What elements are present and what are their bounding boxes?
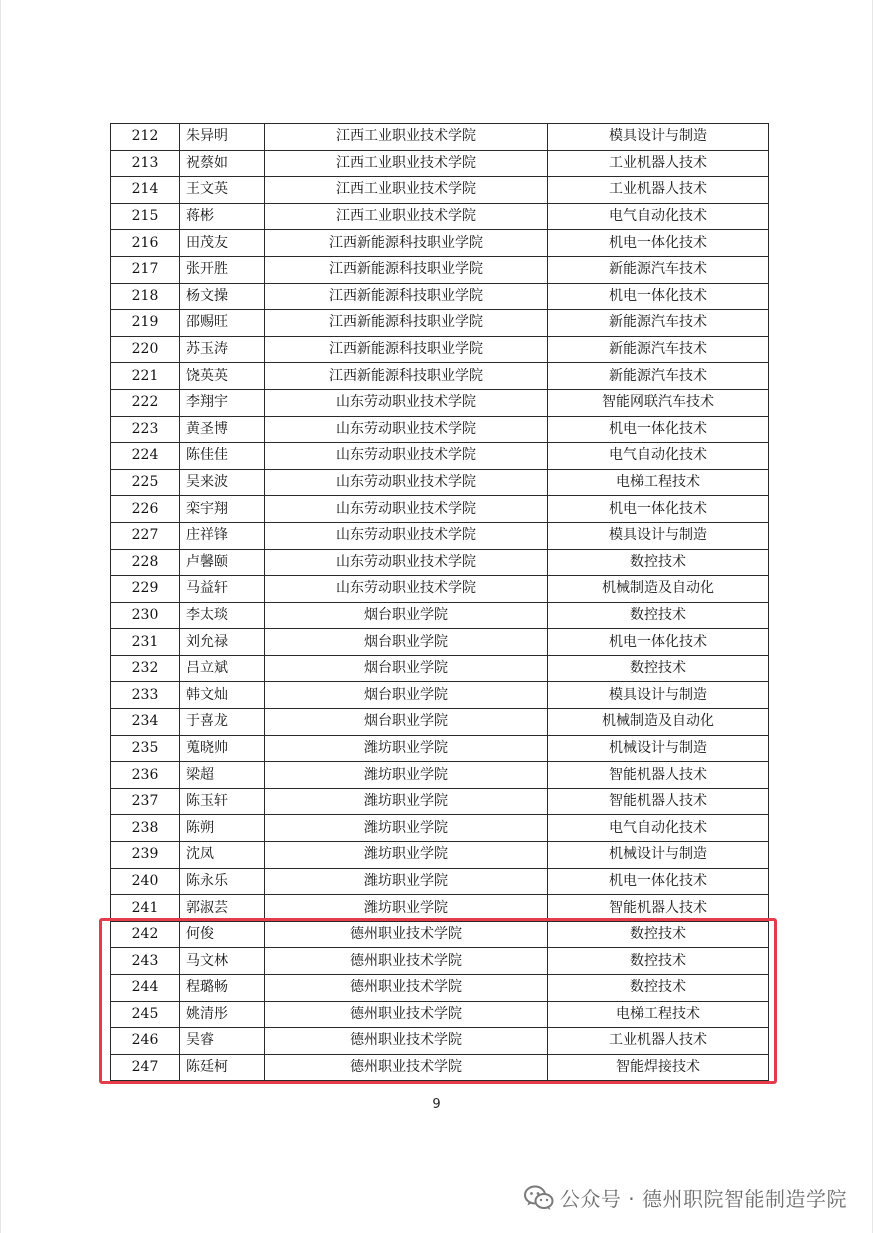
row-number: 240	[111, 868, 180, 895]
table-row	[111, 709, 769, 736]
table-row	[111, 682, 769, 709]
major-name: 工业机器人技术	[548, 177, 769, 204]
major-name: 电气自动化技术	[548, 203, 769, 230]
table-row	[111, 868, 769, 895]
major-name: 机电一体化技术	[548, 283, 769, 310]
major-name: 电梯工程技术	[548, 1001, 769, 1028]
table-row	[111, 602, 769, 629]
row-number: 219	[111, 310, 180, 337]
student-name: 韩文灿	[180, 682, 265, 709]
student-name: 梁超	[180, 762, 265, 789]
school-name: 潍坊职业学院	[265, 842, 548, 869]
major-name: 智能网联汽车技术	[548, 389, 769, 416]
table-row	[111, 1054, 769, 1081]
major-name: 机电一体化技术	[548, 496, 769, 523]
row-number: 226	[111, 496, 180, 523]
table-row	[111, 124, 769, 151]
major-name: 数控技术	[548, 975, 769, 1002]
row-number: 217	[111, 256, 180, 283]
row-number: 230	[111, 602, 180, 629]
school-name: 烟台职业学院	[265, 709, 548, 736]
school-name: 潍坊职业学院	[265, 868, 548, 895]
roster-table	[110, 123, 769, 1081]
major-name: 智能焊接技术	[548, 1054, 769, 1081]
student-name: 李太琰	[180, 602, 265, 629]
major-name: 工业机器人技术	[548, 1028, 769, 1055]
major-name: 机电一体化技术	[548, 230, 769, 257]
major-name: 数控技术	[548, 549, 769, 576]
major-name: 电气自动化技术	[548, 815, 769, 842]
student-name: 刘允禄	[180, 629, 265, 656]
row-number: 245	[111, 1001, 180, 1028]
table-row	[111, 921, 769, 948]
major-name: 模具设计与制造	[548, 682, 769, 709]
major-name: 智能机器人技术	[548, 762, 769, 789]
table-row	[111, 895, 769, 922]
row-number: 221	[111, 363, 180, 390]
table-row	[111, 230, 769, 257]
row-number: 216	[111, 230, 180, 257]
table-row	[111, 629, 769, 656]
row-number: 233	[111, 682, 180, 709]
student-name: 沈凤	[180, 842, 265, 869]
school-name: 德州职业技术学院	[265, 1028, 548, 1055]
school-name: 山东劳动职业技术学院	[265, 549, 548, 576]
school-name: 山东劳动职业技术学院	[265, 469, 548, 496]
school-name: 山东劳动职业技术学院	[265, 522, 548, 549]
row-number: 222	[111, 389, 180, 416]
major-name: 电气自动化技术	[548, 443, 769, 470]
student-name: 黄圣博	[180, 416, 265, 443]
school-name: 潍坊职业学院	[265, 895, 548, 922]
major-name: 模具设计与制造	[548, 522, 769, 549]
major-name: 机械设计与制造	[548, 842, 769, 869]
table-row	[111, 363, 769, 390]
student-name: 王文英	[180, 177, 265, 204]
major-name: 机械制造及自动化	[548, 576, 769, 603]
row-number: 227	[111, 522, 180, 549]
student-name: 邵赐旺	[180, 310, 265, 337]
table-row	[111, 815, 769, 842]
row-number: 225	[111, 469, 180, 496]
student-name: 陈廷柯	[180, 1054, 265, 1081]
school-name: 江西新能源科技职业学院	[265, 230, 548, 257]
school-name: 德州职业技术学院	[265, 1001, 548, 1028]
school-name: 潍坊职业学院	[265, 762, 548, 789]
row-number: 231	[111, 629, 180, 656]
school-name: 德州职业技术学院	[265, 975, 548, 1002]
school-name: 山东劳动职业技术学院	[265, 389, 548, 416]
table-row	[111, 150, 769, 177]
student-name: 马文林	[180, 948, 265, 975]
table-row	[111, 443, 769, 470]
row-number: 235	[111, 735, 180, 762]
row-number: 223	[111, 416, 180, 443]
row-number: 214	[111, 177, 180, 204]
watermark-text: 公众号 · 德州职院智能制造学院	[559, 1187, 847, 1211]
student-name: 郭淑芸	[180, 895, 265, 922]
major-name: 数控技术	[548, 655, 769, 682]
table-row	[111, 310, 769, 337]
row-number: 218	[111, 283, 180, 310]
table-row	[111, 549, 769, 576]
table-row	[111, 203, 769, 230]
row-number: 215	[111, 203, 180, 230]
school-name: 山东劳动职业技术学院	[265, 443, 548, 470]
major-name: 新能源汽车技术	[548, 256, 769, 283]
watermark	[524, 1183, 847, 1212]
school-name: 潍坊职业学院	[265, 735, 548, 762]
row-number: 239	[111, 842, 180, 869]
school-name: 烟台职业学院	[265, 655, 548, 682]
table-row	[111, 735, 769, 762]
table-row	[111, 975, 769, 1002]
student-name: 蒐晓帅	[180, 735, 265, 762]
table-row	[111, 788, 769, 815]
school-name: 烟台职业学院	[265, 629, 548, 656]
school-name: 潍坊职业学院	[265, 815, 548, 842]
major-name: 机械制造及自动化	[548, 709, 769, 736]
school-name: 江西新能源科技职业学院	[265, 310, 548, 337]
page-number: 9	[432, 1097, 441, 1112]
row-number: 220	[111, 336, 180, 363]
table-row	[111, 283, 769, 310]
school-name: 山东劳动职业技术学院	[265, 496, 548, 523]
major-name: 工业机器人技术	[548, 150, 769, 177]
school-name: 潍坊职业学院	[265, 788, 548, 815]
student-name: 饶英英	[180, 363, 265, 390]
wechat-icon	[524, 1185, 554, 1211]
table-row	[111, 389, 769, 416]
major-name: 智能机器人技术	[548, 788, 769, 815]
table-row	[111, 842, 769, 869]
student-name: 吴睿	[180, 1028, 265, 1055]
school-name: 烟台职业学院	[265, 682, 548, 709]
row-number: 212	[111, 124, 180, 151]
student-name: 姚清彤	[180, 1001, 265, 1028]
student-name: 庄祥锋	[180, 522, 265, 549]
table-row	[111, 1028, 769, 1055]
student-name: 栾宇翔	[180, 496, 265, 523]
roster-table-body	[111, 124, 769, 1081]
table-row	[111, 762, 769, 789]
table-row	[111, 522, 769, 549]
student-name: 李翔宇	[180, 389, 265, 416]
row-number: 228	[111, 549, 180, 576]
table-row	[111, 576, 769, 603]
row-number: 229	[111, 576, 180, 603]
student-name: 陈佳佳	[180, 443, 265, 470]
student-name: 朱异明	[180, 124, 265, 151]
student-name: 卢馨颐	[180, 549, 265, 576]
student-name: 何俊	[180, 921, 265, 948]
student-name: 吴来波	[180, 469, 265, 496]
school-name: 江西新能源科技职业学院	[265, 283, 548, 310]
student-name: 陈永乐	[180, 868, 265, 895]
major-name: 机电一体化技术	[548, 868, 769, 895]
student-name: 张开胜	[180, 256, 265, 283]
row-number: 244	[111, 975, 180, 1002]
student-name: 苏玉涛	[180, 336, 265, 363]
major-name: 数控技术	[548, 948, 769, 975]
school-name: 江西新能源科技职业学院	[265, 256, 548, 283]
school-name: 江西工业职业技术学院	[265, 124, 548, 151]
row-number: 232	[111, 655, 180, 682]
table-row	[111, 256, 769, 283]
row-number: 243	[111, 948, 180, 975]
major-name: 机电一体化技术	[548, 416, 769, 443]
row-number: 224	[111, 443, 180, 470]
row-number: 241	[111, 895, 180, 922]
school-name: 山东劳动职业技术学院	[265, 576, 548, 603]
row-number: 234	[111, 709, 180, 736]
student-name: 于喜龙	[180, 709, 265, 736]
student-name: 祝蔡如	[180, 150, 265, 177]
row-number: 213	[111, 150, 180, 177]
table-row	[111, 336, 769, 363]
school-name: 德州职业技术学院	[265, 1054, 548, 1081]
student-name: 陈玉轩	[180, 788, 265, 815]
table-row	[111, 416, 769, 443]
table-row	[111, 1001, 769, 1028]
school-name: 江西新能源科技职业学院	[265, 336, 548, 363]
school-name: 烟台职业学院	[265, 602, 548, 629]
student-name: 程璐畅	[180, 975, 265, 1002]
row-number: 242	[111, 921, 180, 948]
major-name: 新能源汽车技术	[548, 363, 769, 390]
student-name: 蒋彬	[180, 203, 265, 230]
student-name: 吕立斌	[180, 655, 265, 682]
school-name: 江西新能源科技职业学院	[265, 363, 548, 390]
major-name: 模具设计与制造	[548, 124, 769, 151]
major-name: 机电一体化技术	[548, 629, 769, 656]
table-row	[111, 948, 769, 975]
row-number: 236	[111, 762, 180, 789]
table-row	[111, 469, 769, 496]
student-name: 杨文操	[180, 283, 265, 310]
table-row	[111, 655, 769, 682]
major-name: 数控技术	[548, 602, 769, 629]
table-row	[111, 496, 769, 523]
school-name: 江西工业职业技术学院	[265, 203, 548, 230]
school-name: 德州职业技术学院	[265, 948, 548, 975]
major-name: 电梯工程技术	[548, 469, 769, 496]
student-name: 田茂友	[180, 230, 265, 257]
table-row	[111, 177, 769, 204]
major-name: 机械设计与制造	[548, 735, 769, 762]
school-name: 德州职业技术学院	[265, 921, 548, 948]
major-name: 新能源汽车技术	[548, 310, 769, 337]
school-name: 山东劳动职业技术学院	[265, 416, 548, 443]
row-number: 246	[111, 1028, 180, 1055]
row-number: 238	[111, 815, 180, 842]
school-name: 江西工业职业技术学院	[265, 150, 548, 177]
row-number: 247	[111, 1054, 180, 1081]
student-name: 马益轩	[180, 576, 265, 603]
major-name: 新能源汽车技术	[548, 336, 769, 363]
major-name: 数控技术	[548, 921, 769, 948]
major-name: 智能机器人技术	[548, 895, 769, 922]
school-name: 江西工业职业技术学院	[265, 177, 548, 204]
student-name: 陈朔	[180, 815, 265, 842]
row-number: 237	[111, 788, 180, 815]
